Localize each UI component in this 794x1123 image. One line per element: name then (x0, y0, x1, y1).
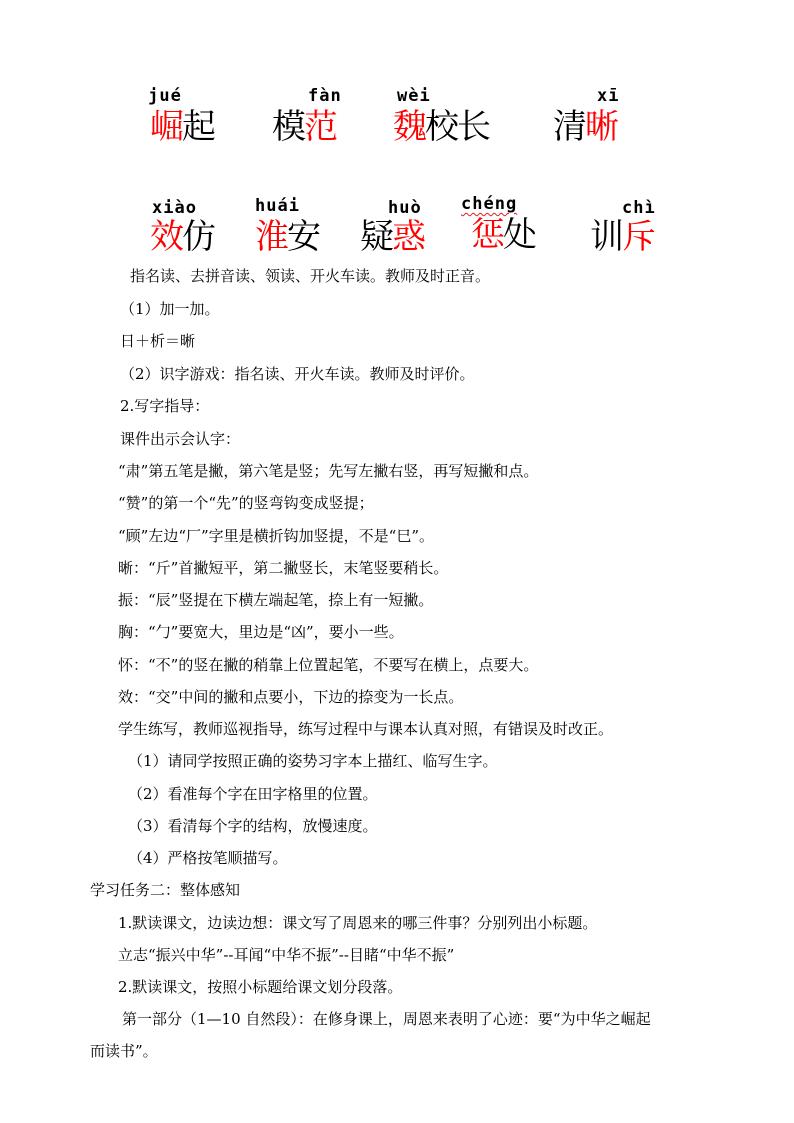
word-rest: 清 (553, 107, 585, 147)
paragraph: 振：“辰”竖提在下横左端起笔，捺上有一短撇。 (118, 591, 434, 609)
vocab-item (360, 198, 432, 260)
paragraph: 2.写字指导： (120, 397, 210, 415)
pinyin: jué (148, 86, 182, 106)
paragraph: 第一部分（1—10 自然段）：在修身课上，周恩来表明了心迹：要“为中华之崛起 (122, 1010, 651, 1028)
pinyin: huò (388, 198, 422, 218)
paragraph: （1）加一加。 (120, 300, 220, 318)
vocab-item (150, 86, 220, 148)
word-rest: 训 (590, 217, 622, 257)
paragraph: 怀：“不”的竖在撇的稍靠上位置起笔，不要写在横上，点要大。 (118, 656, 539, 674)
paragraph: 立志“振兴中华”--耳闻“中华不振”--目睹“中华不振” (118, 946, 455, 964)
word-rest: 模 (272, 107, 304, 147)
target-character: 晰 (585, 107, 617, 147)
paragraph: 学生练写，教师巡视指导，练写过程中与课本认真对照，有错误及时改正。 (118, 720, 614, 738)
paragraph: （2）识字游戏：指名读、开火车读。教师及时评价。 (120, 365, 475, 383)
paragraph: （1）请同学按照正确的姿势习字本上描红、临写生字。 (128, 752, 498, 770)
vocab-item (150, 198, 220, 260)
word-rest: 疑 (360, 217, 392, 257)
target-character: 惑 (392, 217, 424, 257)
paragraph: 日＋析＝晰 (120, 332, 196, 350)
pinyin: chéng (461, 194, 518, 214)
paragraph: 效：“交”中间的撇和点要小，下边的捺变为一长点。 (118, 688, 464, 706)
target-character: 效 (150, 217, 182, 257)
paragraph: 1.默读课文，边读边想：课文写了周恩来的哪三件事？分别列出小标题。 (118, 914, 598, 932)
paragraph: 晰：“斤”首撇短平，第二撇竖长，末笔竖要稍长。 (118, 559, 449, 577)
pinyin: xiào (152, 198, 197, 218)
target-character: 淮 (255, 217, 287, 257)
paragraph: “肃”第五笔是撇，第六笔是竖；先写左撇右竖，再写短撇和点。 (118, 462, 539, 480)
pinyin: huái (255, 196, 300, 216)
paragraph: 课件出示会认字： (120, 430, 241, 448)
paragraph: 指名读、去拼音读、领读、开火车读。教师及时正音。 (130, 267, 491, 285)
paragraph: （4）严格按笔顺描写。 (128, 849, 288, 867)
paragraph: “顾”左边“厂”字里是横折钩加竖提，不是“巳”。 (118, 527, 435, 545)
paragraph: 而读书”。 (90, 1042, 158, 1060)
vocab-item (272, 86, 344, 148)
target-character: 崛 (150, 107, 182, 147)
paragraph: “赞”的第一个“先”的竖弯钩变成竖提； (118, 494, 374, 512)
paragraph: （2）看准每个字在田字格里的位置。 (128, 785, 378, 803)
target-character: 惩 (471, 215, 503, 255)
section-heading: 学习任务二：整体感知 (90, 881, 241, 899)
paragraph: 2.默读课文，按照小标题给课文划分段落。 (118, 978, 403, 996)
word-rest: 校长 (425, 107, 489, 147)
vocab-item (461, 194, 541, 256)
vocab-item (553, 86, 625, 148)
target-character: 范 (304, 107, 336, 147)
word-rest: 处 (503, 215, 535, 255)
paragraph: （3）看清每个字的结构，放慢速度。 (128, 817, 378, 835)
vocab-item (393, 86, 503, 148)
pinyin: xī (597, 86, 620, 106)
word-rest: 起 (182, 107, 214, 147)
pinyin: fàn (308, 86, 342, 106)
pinyin: chì (622, 198, 656, 218)
target-character: 斥 (622, 217, 654, 257)
target-character: 魏 (393, 107, 425, 147)
paragraph: 胸：“勹”要宽大，里边是“凶”，要小一些。 (118, 623, 404, 641)
pinyin: wèi (397, 86, 431, 106)
vocab-item (255, 196, 327, 258)
word-rest: 仿 (182, 217, 214, 257)
word-rest: 安 (287, 217, 319, 257)
vocab-item (590, 198, 662, 260)
